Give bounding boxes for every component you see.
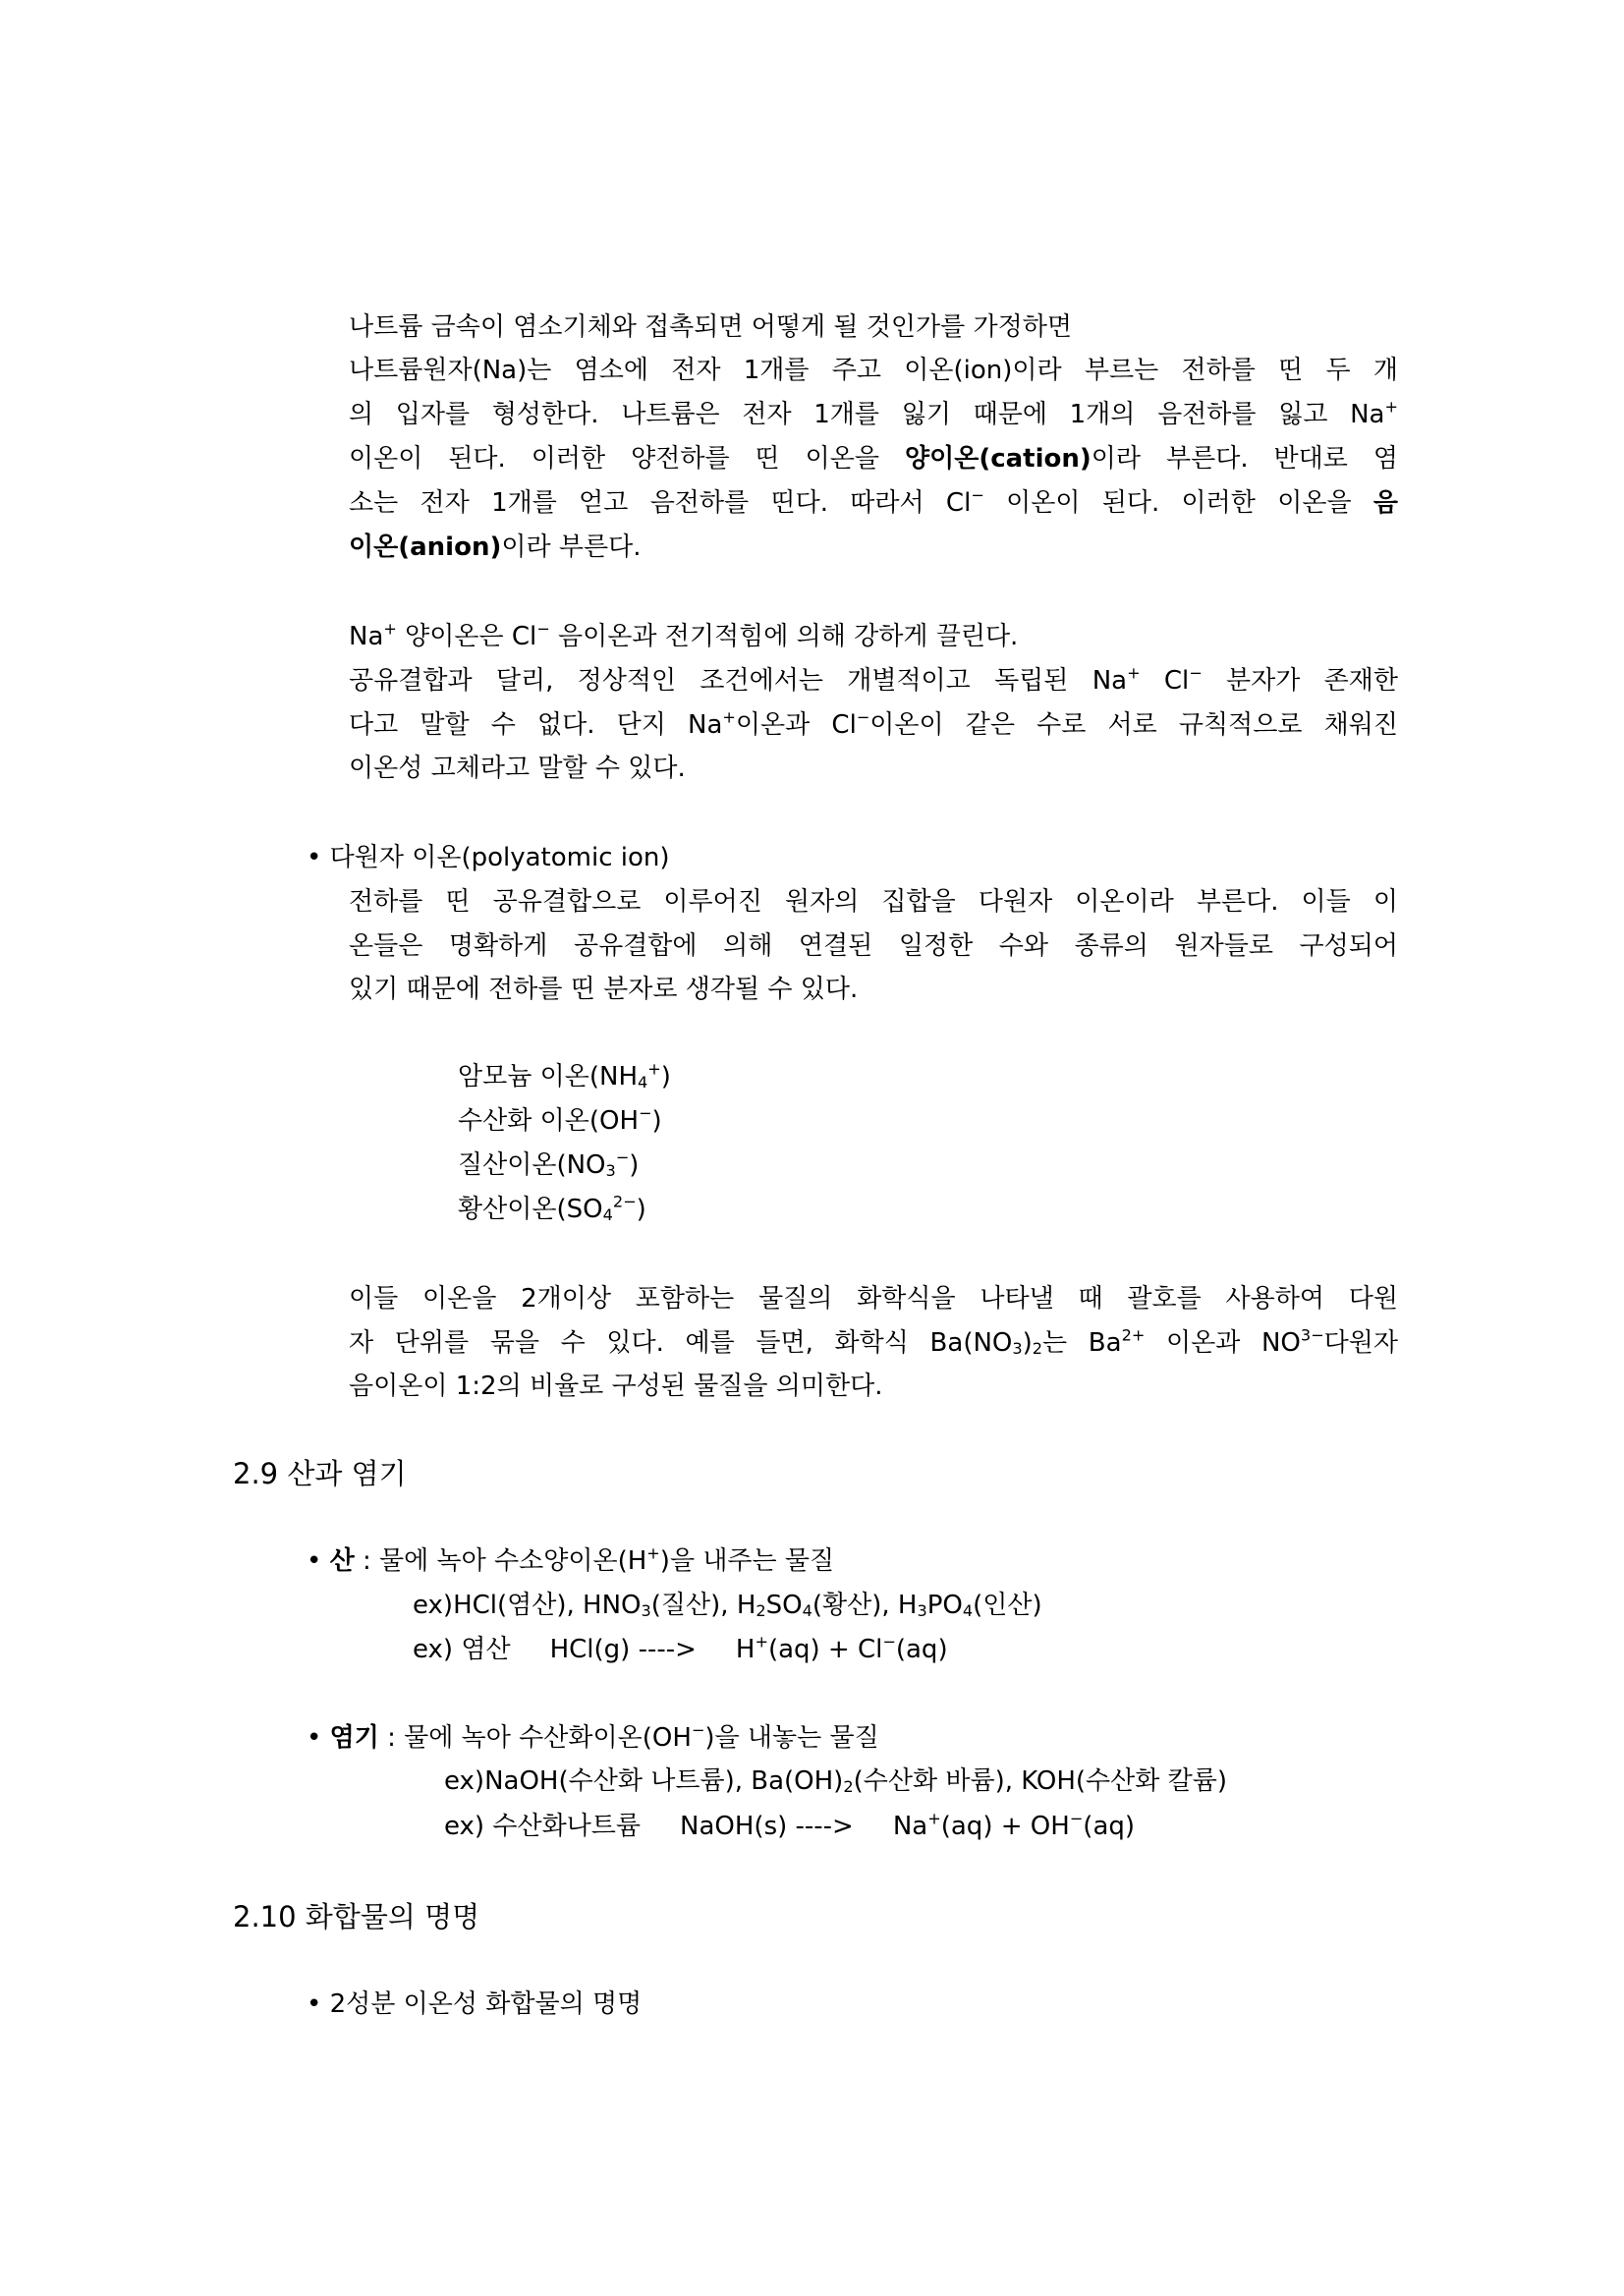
paragraph-line: 있기 때문에 전하를 띤 분자로 생각될 수 있다. xyxy=(349,975,859,1004)
bullet-icon: • xyxy=(307,1723,322,1753)
bullet-item: • 2성분 이온성 화합물의 명명 xyxy=(307,1989,643,2019)
paragraph-line: 음이온이 1:2의 비율로 구성된 물질을 의미한다. xyxy=(349,1372,883,1401)
ion-item: 수산화 이온(OH−) xyxy=(458,1103,662,1136)
bullet-icon: • xyxy=(307,843,322,872)
paragraph-line: 나트륨원자(Na)는 염소에 전자 1개를 주고 이온(ion)이라 부르는 전하를 띤 두 개 xyxy=(349,356,1398,385)
base-reaction: ex) 수산화나트륨 NaOH(s) ----> Na+(aq) + OH−(aq) xyxy=(444,1809,1136,1841)
ion-item: 황산이온$(SO_4^{2-})$ xyxy=(458,1192,646,1225)
paragraph-line: 소는 전자 1개를 얻고 음전하를 띤다. 따라서 Cl− 이온이 된다. 이러한 이온을 음 xyxy=(349,485,1398,518)
ion-item: 질산이온$(NO_3^-)$ xyxy=(458,1148,640,1181)
term-cation: 양이온(cation) xyxy=(904,444,1092,474)
base-examples: ex)NaOH(수산화 나트륨), $Ba(OH)_2$(수산화 바륨), KOH(수산화 칼륨) xyxy=(444,1766,1228,1797)
paragraph-line: 의 입자를 형성한다. 나트륨은 전자 1개를 잃기 때문에 1개의 음전하를 잃고 Na+ xyxy=(349,397,1398,429)
section-heading: 2.10 화합물의 명명 xyxy=(233,1900,480,1933)
ion-item: 암모늄 이온$(NH_4^+)$ xyxy=(458,1059,671,1092)
paragraph-line: 전하를 띤 공유결합으로 이루어진 원자의 집합을 다원자 이온이라 부른다. 이들 이 xyxy=(349,887,1398,917)
bullet-heading: • 다원자 이온(polyatomic ion) xyxy=(307,843,670,872)
paragraph-line: 나트륨 금속이 염소기체와 접촉되면 어떻게 될 것인가를 가정하면 xyxy=(349,312,1072,342)
paragraph-line: 공유결합과 달리, 정상적인 조건에서는 개별적이고 독립된 Na+ Cl− 분자가 존재한 xyxy=(349,663,1398,696)
paragraph-line: Na+ 양이온은 Cl− 음이온과 전기적힘에 의해 강하게 끌린다. xyxy=(349,619,1019,651)
paragraph-line: 이온성 고체라고 말할 수 있다. xyxy=(349,754,686,783)
paragraph-line: 이온이 된다. 이러한 양전하를 띤 이온을 양이온(cation)이라 부른다. 반대로 염 xyxy=(349,444,1398,474)
paragraph-line: 이들 이온을 2개이상 포함하는 물질의 화학식을 나타낼 때 괄호를 사용하여 다원 xyxy=(349,1284,1398,1314)
paragraph-line: 다고 말할 수 없다. 단지 Na+이온과 Cl−이온이 같은 수로 서로 규칙적으로 채워진 xyxy=(349,707,1398,740)
acid-examples: ex)HCl(염산), $HNO_3$(질산), $H_2SO_4$(황산), $H_3PO_4$(인산) xyxy=(413,1591,1042,1621)
paragraph-line: 자 단위를 묶을 수 있다. 예를 들면, 화학식 $Ba(NO_3)_2$는 $Ba^{2+}$ 이온과 $NO^{3-}$다원자 xyxy=(349,1325,1398,1359)
term-anion: 이온(anion) xyxy=(349,532,502,562)
bullet-icon: • xyxy=(307,1989,322,2019)
acid-reaction: ex) 염산 HCl(g) ----> H+(aq) + Cl−(aq) xyxy=(413,1632,948,1664)
section-heading: 2.9 산과 염기 xyxy=(233,1457,407,1490)
acid-definition: • 산 : 물에 녹아 수소양이온(H+)을 내주는 물질 xyxy=(307,1543,835,1576)
bullet-icon: • xyxy=(307,1546,322,1576)
paragraph-line: 온들은 명확하게 공유결합에 의해 연결된 일정한 수와 종류의 원자들로 구성되어 xyxy=(349,931,1398,961)
base-definition: • 염기 : 물에 녹아 수산화이온(OH−)을 내놓는 물질 xyxy=(307,1720,879,1753)
paragraph-line: 이온(anion)이라 부른다. xyxy=(349,532,642,562)
